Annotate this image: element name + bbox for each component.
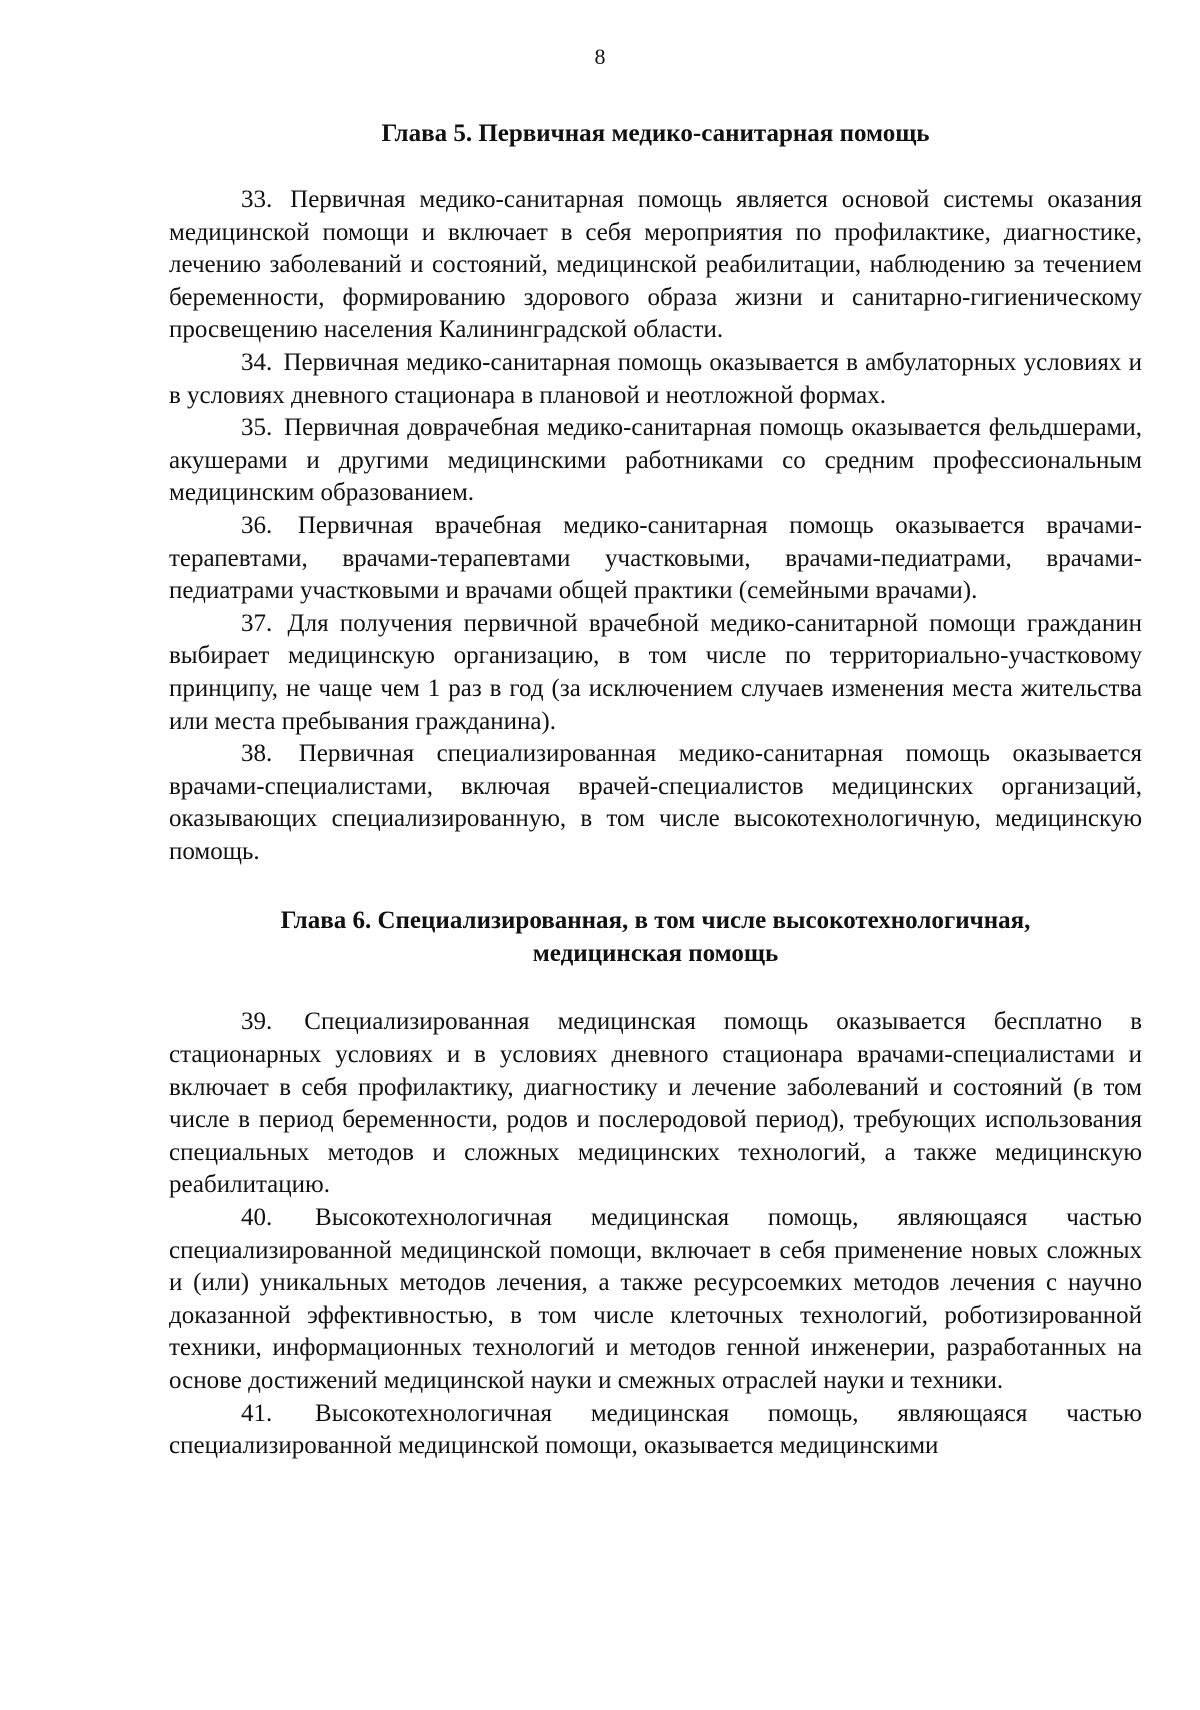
paragraph-36 bbox=[169, 510, 1142, 608]
chapter-6-title-line-2: медицинская помощь bbox=[532, 940, 779, 968]
chapter-6-title-line-1: Глава 6. Специализированная, в том числе высокотехнологичная, bbox=[280, 907, 1031, 935]
paragraph-number: 37. bbox=[241, 609, 273, 637]
paragraph-number: 33. bbox=[241, 186, 273, 213]
paragraph-text: Специализированная медицинская помощь оказывается бесплатно в стационарных условиях и в условиях дневного стационара врачами-специалистами и включает в себя профилактику, диагностику и лечение заболеваний и состояний (в том числе в период беременности, родов и послеродовой период), требующих использования специальных методов и сложных медицинских технологий, а также медицинскую реабилитацию. bbox=[169, 1008, 1142, 1199]
paragraph-text: Высокотехнологичная медицинская помощь, являющаяся частью специализированной медицинской помощи, включает в себя применение новых сложных и (или) уникальных методов лечения, а также ресурсоемких методов лечения с научно доказанной эффективностью, в том числе клеточных технологий, роботизированной техники, информационных технологий и методов генной инженерии, разработанных на основе достижений медицинской науки и смежных отраслей науки и техники. bbox=[169, 1204, 1142, 1394]
paragraph-34 bbox=[169, 347, 1142, 412]
paragraph-text: Первичная доврачебная медико-санитарная помощь оказывается фельдшерами, акушерами и другими медицинскими работниками со средним профессиональным медицинским образованием. bbox=[169, 414, 1142, 507]
paragraph-38 bbox=[169, 738, 1142, 868]
paragraph-text: Первичная медико-санитарная помощь оказывается в амбулаторных условиях и в условиях дневного стационара в плановой и неотложной формах. bbox=[169, 348, 1143, 409]
paragraph-35 bbox=[169, 412, 1142, 510]
paragraph-37 bbox=[169, 608, 1142, 738]
paragraph-number: 35. bbox=[241, 414, 273, 442]
paragraph-41 bbox=[169, 1398, 1142, 1463]
paragraph-number: 41. bbox=[241, 1399, 273, 1427]
paragraph-text: Первичная медико-санитарная помощь является основой системы оказания медицинской помощи и включает в себя мероприятия по профилактике, диагностике, лечению заболеваний и состояний, медицинской реабилитации, наблюдению за течением беременности, формированию здорового образа жизни и санитарно-гигиеническому просвещению населения Калининградской области. bbox=[169, 186, 1143, 344]
paragraph-text: Для получения первичной врачебной медико-санитарной помощи гражданин выбирает медицинскую организацию, в том числе по территориально-участковому принципу, не чаще чем 1 раз в год (за исключением случаев изменения места жительства или места пребывания гражданина). bbox=[169, 609, 1142, 735]
paragraph-text: Высокотехнологичная медицинская помощь, являющаяся частью специализированной медицинской помощи, оказывается медицинскими bbox=[169, 1399, 1142, 1460]
paragraph-text: Первичная врачебная медико-санитарная помощь оказывается врачами-терапевтами, врачами-терапевтами участковыми, врачами-педиатрами, врачами-педиатрами участковыми и врачами общей практики (семейными врачами). bbox=[169, 511, 1142, 605]
paragraph-33 bbox=[169, 184, 1142, 347]
paragraph-number: 38. bbox=[241, 740, 273, 768]
document-body bbox=[169, 117, 1142, 1463]
paragraph-40 bbox=[169, 1202, 1142, 1398]
paragraph-number: 40. bbox=[241, 1204, 273, 1232]
paragraph-number: 34. bbox=[241, 348, 273, 376]
chapter-5-title: Глава 5. Первичная медико-санитарная помощь bbox=[381, 120, 930, 147]
paragraph-text: Первичная специализированная медико-санитарная помощь оказывается врачами-специалистами, включая врачей-специалистов медицинских организаций, оказывающих специализированную, в том числе высокотехнологичную, медицинскую помощь. bbox=[169, 740, 1142, 865]
paragraph-39 bbox=[169, 1006, 1142, 1202]
chapter-6-title bbox=[169, 904, 1142, 970]
paragraph-number: 36. bbox=[241, 511, 273, 539]
page-number: 8 bbox=[594, 44, 606, 69]
paragraph-number: 39. bbox=[241, 1008, 273, 1036]
